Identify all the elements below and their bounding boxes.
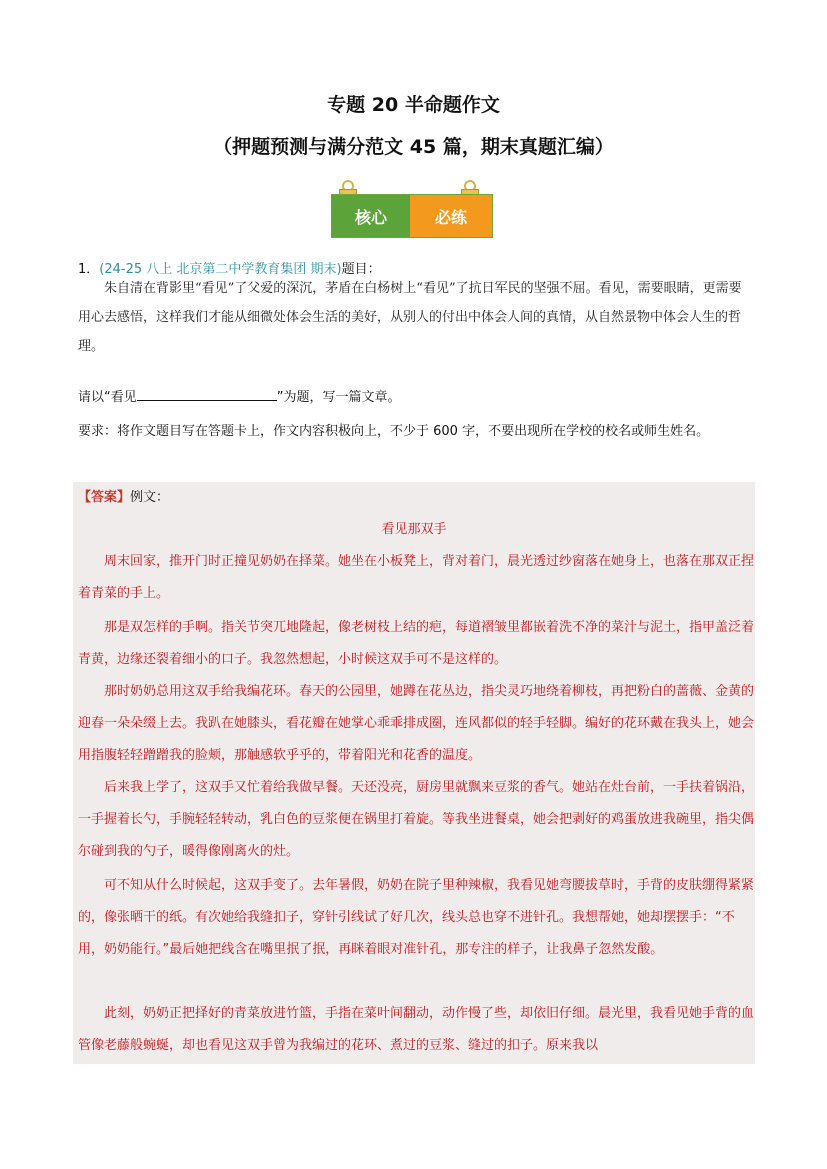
instruction-before: 请以“看见 [78,390,137,405]
essay-paragraph: 周末回家，推开门时正撞见奶奶在择菜。她坐在小板凳上，背对着门，晨光透过纱窗落在她身上，也落在那双正捏着青菜的手上。 [78,554,755,601]
question-label: 题目： [341,262,381,277]
question-requirement: 要求：将作文题目写在答题卡上，作文内容积极向上，不少于 600 字，不要出现所在学校的校名或师生姓名。 [78,424,710,439]
badge-left-label: 核心 [332,195,410,237]
core-practice-badge [331,180,493,238]
answer-label: 【答案】 [78,490,131,505]
essay-paragraph: 那是双怎样的手啊。指关节突兀地隆起，像老树枝上结的疤，每道褶皱里都嵌着洗不净的菜汁与泥土，指甲盖泛着青黄，边缘还裂着细小的口子。我忽然想起，小时候这双手可不是这样的。 [78,620,755,667]
badge-right-label: 必练 [410,195,492,237]
essay-paragraph: 此刻，奶奶正把择好的青菜放进竹篮，手指在菜叶间翻动，动作慢了些，却依旧仔细。晨光里，我看见她手背的血管像老藤般蜿蜒，却也看见这双手曾为我编过的花环、煮过的豆浆、缝过的扣子。原来我以 [78,1006,755,1053]
essay-paragraph: 可不知从什么时候起，这双手变了。去年暑假，奶奶在院子里种辣椒，我看见她弯腰拔草时，手背的皮肤绷得紧紧的，像张晒干的纸。有次她给我缝扣子，穿针引线试了好几次，线头总也穿不进针孔。我想帮她，她却摆摆手：“不用，奶奶能行。”最后她把线含在嘴里抿了抿，再眯着眼对准针孔，那专注的样子，让我鼻子忽然发酸。 [78,878,755,957]
essay-paragraph: 那时奶奶总用这双手给我编花环。春天的公园里，她蹲在花丛边，指尖灵巧地绕着柳枝，再把粉白的蔷薇、金黄的迎春一朵朵缀上去。我趴在她膝头，看花瓣在她掌心乖乖排成圈，连风都似的轻手轻脚。编好的花环戴在我头上，她会用指腹轻轻蹭蹭我的脸颊，那触感软乎乎的，带着阳光和花香的温度。 [78,684,755,763]
essay-paragraph: 后来我上学了，这双手又忙着给我做早餐。天还没亮，厨房里就飘来豆浆的香气。她站在灶台前，一手扶着锅沿，一手握着长勺，手腕轻轻转动，乳白色的豆浆便在锅里打着旋。等我坐进餐桌，她会把剥好的鸡蛋放进我碗里，指尖偶尔碰到我的勺子，暖得像刚离火的灶。 [78,780,755,859]
essay-title: 看见那双手 [381,522,447,537]
question-instruction [78,384,750,412]
answer-heading [78,484,169,512]
page-subtitle: （押题预测与满分范文 45 篇，期末真题汇编） [213,136,614,158]
instruction-after: ”为题，写一篇文章。 [276,390,401,405]
question-source: (24-25 八上 北京第二中学教育集团 期末) [99,262,342,277]
question-prompt: 朱自清在背影里“看见”了父爱的深沉，茅盾在白杨树上“看见”了抗日军民的坚强不屈。看见，需要眼睛，更需要用心去感悟，这样我们才能从细微处体会生活的美好，从别人的付出中体会人间的真情，从自然景物中体会人生的哲理。 [78,281,742,354]
question-number: 1． [78,262,100,277]
title-blank [137,386,277,401]
page-title: 专题 20 半命题作文 [327,94,500,116]
answer-label-suffix: 例文： [130,490,170,505]
